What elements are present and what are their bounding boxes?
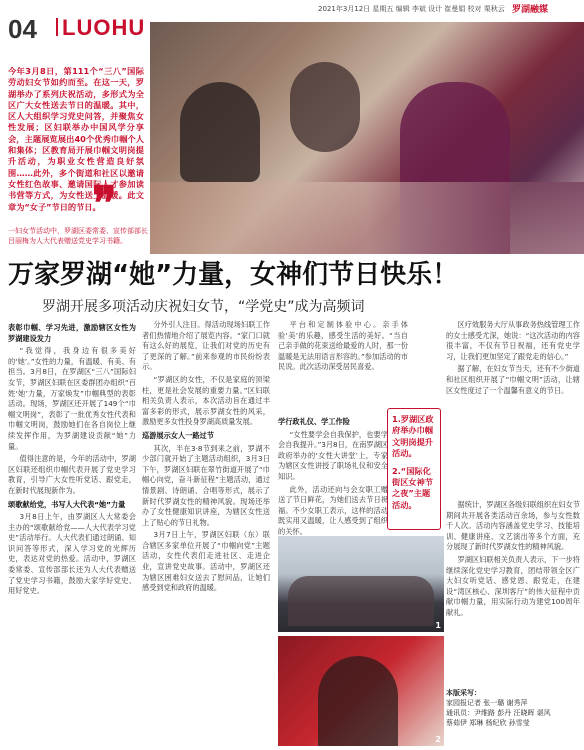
article-subheading: 学行政礼仪、学工作险 [278, 417, 350, 426]
credits [446, 688, 580, 728]
article-column-3-top [278, 320, 408, 375]
article-paragraph: 值得注意的是，今年的活动中，罗湖区妇联还组织巾帼代表开展了党史学习教育，引导广大女性听党话、跟党走，在新时代展现新作为。 [8, 454, 136, 495]
callout-item: 2.“国际化街区女神节之夜”主题活动。 [392, 465, 433, 510]
page-number: 04 [8, 14, 37, 44]
article-paragraph: “女性要学会自我保护，也要学会自我提升。”3月8日，在南罗湖区政府举办的‘女性大讲堂’上，专家为辖区女性讲授了职场礼仪和安全知识。 [278, 429, 388, 481]
callout-item: 1.罗湖区政府举办巾帼文明岗提升活动。 [392, 414, 434, 459]
credits-line: 家园报记者 张一璐 谢秀萍 [446, 699, 528, 707]
article-paragraph: 区疗效服务大厅从事政务热线管理工作的女士感受尤深，她说：“这次活动的内容很丰富，不仅有节日祝福，还有党史学习，让我们更加坚定了跟党走的信心。” [446, 320, 580, 361]
article-paragraph: 此外，活动还向与会女职工赠送了节日鲜花，为她们送去节日祝福。不少女职工表示，这样的活动既实用又温暖，让人感受到了组织的关怀。 [278, 484, 388, 536]
photo-1 [278, 536, 444, 632]
article-subheading: 巡游展示女人一路过节 [142, 430, 214, 440]
subheadline: 罗湖开展多项活动庆祝妇女节，“学党史”成为高频词 [42, 299, 365, 315]
credits-line: 通讯员：尹维路 彭丹 汪晓晖 谌风 [446, 709, 551, 717]
main-photo [150, 22, 584, 254]
article-column-4-top [446, 320, 580, 398]
photo-crowd [150, 182, 584, 254]
article-paragraph: “我觉得，我身边有很多美好的‘她’。”女性的力量，有温暖、有美、有担当。3月8日，在罗湖区“三八”国际妇女节，罗湖区妇联在区委群团办组织“百姓‘她’力量，万家焕发”巾帼典型的表彰活动。现场，罗湖区还开展了149个“巾帼文明岗”，表彰了一批优秀女性代表和巾帼文明岗，鼓励她们在各自岗位上继续发挥作用，为罗湖建设贡献“她”力量。 [8, 346, 136, 451]
article-column-1 [8, 320, 136, 599]
quote-mark-icon: ❞ [92, 176, 117, 230]
article-column-4-bottom [446, 500, 580, 621]
section-label: LUOHU [62, 15, 146, 40]
headline: 万家罗湖“她”力量，女神们节日快乐！ [8, 260, 459, 290]
photo-figure [290, 62, 360, 152]
article-paragraph: 据统计，罗湖区各级妇联组织在妇女节期间共开展各类活动百余场，参与女性数千人次。活动内容涵盖党史学习、技能培训、健康讲座、文艺演出等多个方面，充分展现了新时代罗湖女性的精神风貌。 [446, 500, 580, 552]
photo-figure [318, 656, 398, 746]
article-paragraph: 3月8日上午，由罗湖区人大常委会主办的“颂歌献给党——人大代表学习党史”活动举行。人大代表们通过朗诵、知识问答等形式，深入学习党的光辉历史，表达对党的热爱。活动中，罗湖区委常委、宣传部部长还为人大代表赠送了党史学习书籍，鼓励大家学好党史、用好党史。 [8, 512, 136, 596]
credits-line: 蔡茹伊 郑琳 杨纪欣 孙雪莹 [446, 719, 530, 727]
photo-group [288, 576, 434, 626]
article-paragraph: 3月7日上午，罗湖区妇联（东）联合辖区多家单位开展了“巾帼向党”主题活动，女性代表们走进社区、走进企业，宣讲党史故事。活动中，罗湖区还为辖区困难妇女送去了慰问品，让她们感受到党和政府的温暖。 [142, 530, 270, 593]
article-column-3-mid [278, 414, 388, 540]
photo-2 [278, 636, 444, 746]
intro-text: 今年3月8日，第111个“三八”国际劳动妇女节如约而至。在这一天，罗湖举办了系列庆祝活动，多形式为全区广大女性送去节日的温暖。其中，区人大组织学习党史问答，并聚焦女性发展；区妇联举办中国风学分享会，主题展览展出40个优秀巾帼个人和集体；区教育局开展巾帼文明岗提升活动，为职业女性营造良好氛围……此外，多个街道和社区以邀请女性红色故事、邀请国际人才参加读书营等方式，为女性送上温暖。此文章为“女子”节日的节日。 [8, 66, 144, 212]
article-paragraph: 分外引人注目。得活动现场妇联工作者们热情地介绍了展览内容。“家门口就有这么好的展览，让我们对党的历史有了更深的了解。”前来参观的市民纷纷表示。 [142, 320, 270, 372]
photo-number: 2 [435, 735, 441, 744]
article-paragraph: 罗湖区妇联相关负责人表示，下一步将继续深化党史学习教育，团结带领全区广大妇女听党话、感党恩、跟党走，在建设“湾区核心、深圳客厅”的伟大征程中贡献巾帼力量，用实际行动为建党100周年献礼。 [446, 554, 580, 617]
article-paragraph: 平台和定制体验中心。亲手体验‘美’的乐趣，感受生活的美好。“当自己亲手做的花束送给最爱的人时，那一份温暖是无法用语言形容的。”参加活动的市民说。此次活动深受居民喜爱。 [278, 320, 408, 372]
credits-heading: 本版采写： [446, 689, 481, 697]
article-column-2 [142, 320, 270, 596]
photo-figure [180, 82, 260, 182]
photo-callout-box [387, 408, 441, 530]
article-paragraph: 其次，半在3·8节到来之前，罗湖不少部门就开始了主题活动组织，3月3日下午，罗湖区妇联在翠竹街道开展了“巾帼心向党，奋斗新征程”主题活动，通过情景剧、诗朗诵、合唱等形式，展示了新时代罗湖女性的精神风貌。现场还举办了女性健康知识讲座，为辖区女性送上了贴心的节日礼物。 [142, 443, 270, 527]
article-subheading: 颂歌献给党，书写人大代表“她”力量 [8, 499, 126, 509]
article-paragraph: 据了解，在妇女节当天，还有不少街道和社区组织开展了“巾帼文明”活动，让辖区女性度过了一个温馨有意义的节日。 [446, 364, 580, 395]
header-divider [56, 18, 58, 36]
issue-info: 2021年3月12日 星期五 编辑 李斌 设计 崔曼娟 校对 栗秋云 [318, 5, 505, 13]
brand-logo: 罗湖融媒 [512, 5, 549, 15]
photo-caption: 一妇女节活动中，罗湖区委常委、宣传部部长吕丽梅为人大代表赠送党史学习书籍。 [8, 227, 148, 245]
photo-number: 1 [435, 621, 441, 630]
article-paragraph: “罗湖区的女性，不仅是家庭的顶梁柱，更是社会发展的重要力量。”区妇联相关负责人表示，本次活动旨在通过丰富多彩的形式，展示罗湖女性的风采，激励更多女性投身罗湖高质量发展。 [142, 374, 270, 427]
article-subheading: 表彰巾帼、学习先进，激励辖区女性为罗湖建设发力 [8, 323, 136, 343]
